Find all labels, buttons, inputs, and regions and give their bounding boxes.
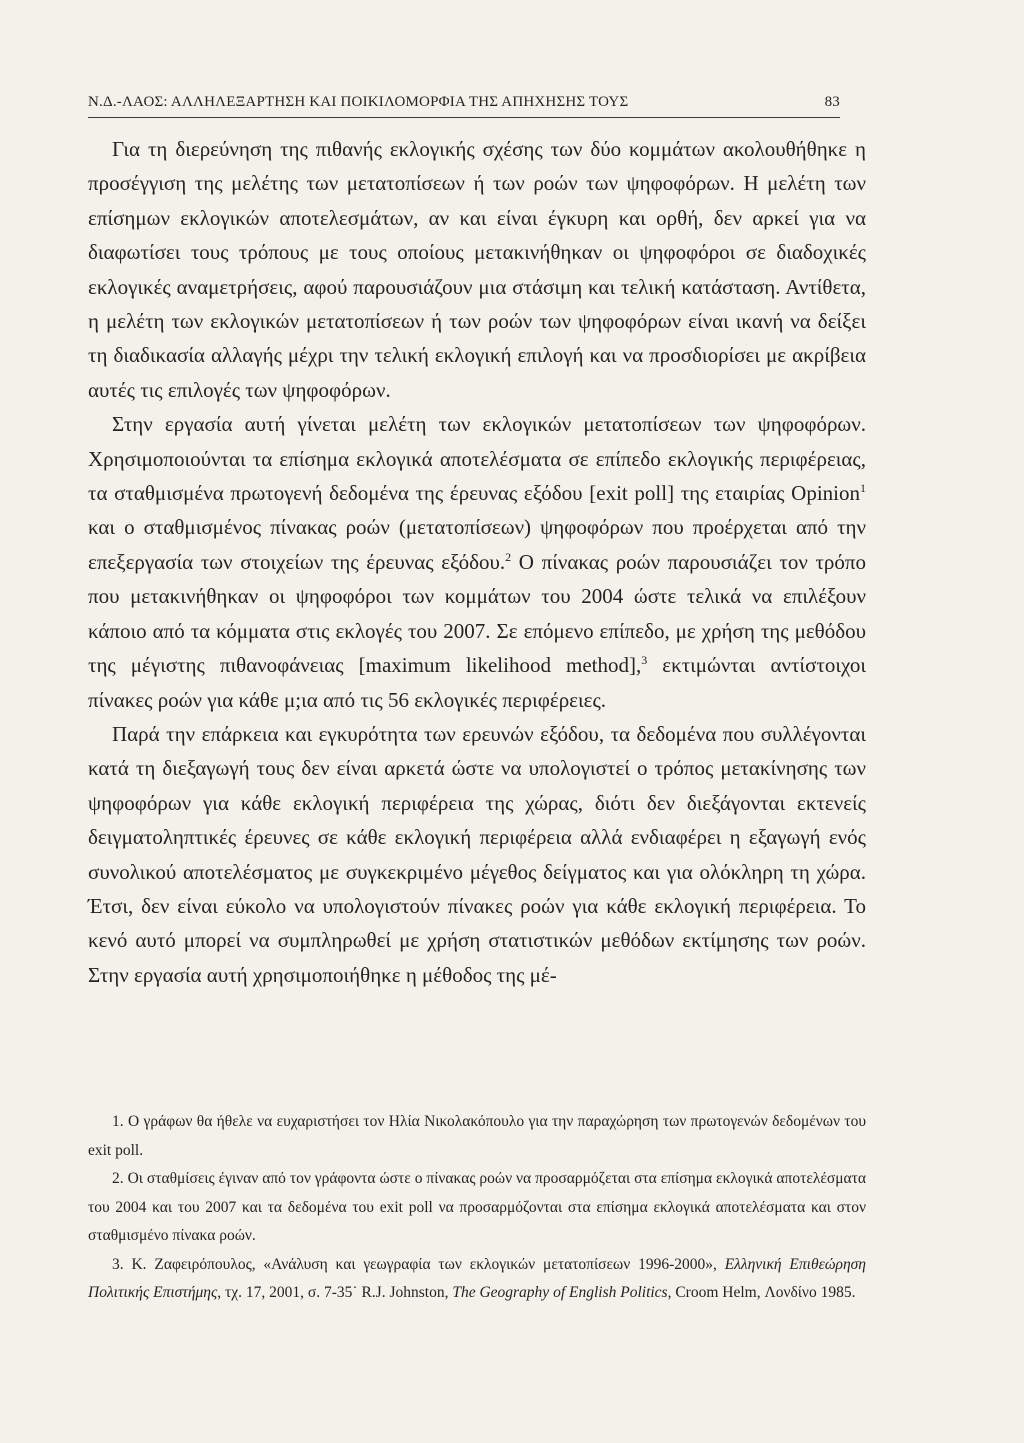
footnote-ref-1[interactable]: 1 [860,481,866,496]
footnote-ref-2[interactable]: 2 [505,549,512,564]
footnote-3-part-a: 3. Κ. Ζαφειρόπουλος, «Ανάλυση και γεωγραφία των εκλογικών μετατοπίσεων 1996-2000», [112,1255,725,1273]
paragraph-1: Για τη διερεύνηση της πιθανής εκλογικής σχέσης των δύο κομμάτων ακολουθήθηκε η προσέγγιση της μελέτης των μετατοπίσεων ή των ροών των ψηφοφόρων. Η μελέτη των επίσημων εκλογικών αποτελεσμάτων, αν και είναι έγκυρη και ορθή, δεν αρκεί για να διαφωτίσει τους τρόπους με τους οποίους μετακινήθηκαν οι ψηφοφόροι σε διαδοχικές εκλογικές αναμετρήσεις, αφού παρουσιάζουν μια στάσιμη και τελική κατάσταση. Αντίθετα, η μελέτη των εκλογικών μετατοπίσεων ή των ροών των ψηφοφόρων είναι ικανή να δείξει τη διαδικασία αλλαγής μέχρι την τελική εκλογική επιλογή και να προσδιορίσει με ακρίβεια αυτές τις επιλογές των ψηφοφόρων. [88,137,866,402]
footnote-3-book: The Geography of English Politics [452,1284,668,1301]
footnote-3-journal: Ελληνική Επιθεώρηση Πολιτικής Επιστήμης [88,1255,866,1301]
paragraph-2-part-c: Ο πίνακας ροών παρουσιάζει τον τρόπο που μετακινήθηκαν οι ψηφοφόροι των κομμάτων του 2004 ώστε τελικά να επιλέξουν κάποιο από τα κόμματα στις εκλογές του 2007. Σε επόμενο επίπεδο, με χρήση της μεθόδου της μέγιστης πιθανοφάνειας [maximum likelihood method], [88,549,866,678]
paragraph-2-part-a: Στην εργασία αυτή γίνεται μελέτη των εκλογικών μετατοπίσεων των ψηφοφόρων. Χρησιμοποιούνται τα επίσημα εκλογικά αποτελέσματα σε επίπεδο εκλογικής περιφέρειας, τα σταθμισμένα πρωτογενή δεδομένα της έρευνας εξόδου [exit poll] της εταιρίας Opinion [88,412,866,506]
footnote-2: 2. Οι σταθμίσεις έγιναν από τον γράφοντα ώστε ο πίνακας ροών να προσαρμόζεται στα επίσημα εκλογικά αποτελέσματα του 2004 και του 2007 και τα δεδομένα του exit poll να προσαρμόζονται στα επίσημα εκλογικά αποτελέσματα και στον σταθμισμένο πίνακα ροών. [88,1170,866,1244]
running-header [88,94,840,118]
footnotes [88,1108,866,1308]
footnote-3-part-b: , τχ. 17, 2001, σ. 7-35˙ R.J. Johnston, [217,1284,453,1301]
footnote-3 [88,1251,866,1308]
page-number: 83 [824,94,840,110]
paragraph-2 [88,407,866,717]
paragraph-2-part-d: εκτιμώνται αντίστοιχοι πίνακες ροών για κάθε μ;ια από τις 56 εκλογικές περιφέρειες. [88,653,866,712]
footnote-3-part-c: , Croom Helm, Λονδίνο 1985. [667,1284,856,1301]
running-title: Ν.Δ.-ΛΑΟΣ: ΑΛΛΗΛΕΞΑΡΤΗΣΗ ΚΑΙ ΠΟΙΚΙΛΟΜΟΡΦΙΑ ΤΗΣ ΑΠΗΧΗΣΗΣ ΤΟΥΣ [88,94,629,110]
body-text [88,132,866,992]
footnote-1: 1. Ο γράφων θα ήθελε να ευχαριστήσει τον Ηλία Νικολακόπουλο για την παραχώρηση των πρωτογενών δεδομένων του exit poll. [88,1113,866,1159]
paragraph-2-part-b: και ο σταθμισμένος πίνακας ροών (μετατοπίσεων) ψηφοφόρων που προέρχεται από την επεξεργασία των στοιχείων της έρευνας εξόδου. [88,515,866,574]
footnote-ref-3[interactable]: 3 [641,653,648,668]
paragraph-3: Παρά την επάρκεια και εγκυρότητα των ερευνών εξόδου, τα δεδομένα που συλλέγονται κατά τη διεξαγωγή τους δεν είναι αρκετά ώστε να υπολογιστεί ο τρόπος μετακίνησης των ψηφοφόρων για κάθε εκλογική περιφέρεια της χώρας, διότι δεν διεξάγονται εκτενείς δειγματοληπτικές έρευνες σε κάθε εκλογική περιφέρεια αλλά ενδιαφέρει η εξαγωγή ενός συνολικού αποτελέσματος με συγκεκριμένο μέγεθος δείγματος και για ολόκληρη τη χώρα. Έτσι, δεν είναι εύκολο να υπολογιστούν πίνακες ροών για κάθε εκλογική περιφέρεια. Το κενό αυτό μπορεί να συμπληρωθεί με χρήση στατιστικών μεθόδων εκτίμησης των ροών. Στην εργασία αυτή χρησιμοποιήθηκε η μέθοδος της μέ- [88,721,866,987]
